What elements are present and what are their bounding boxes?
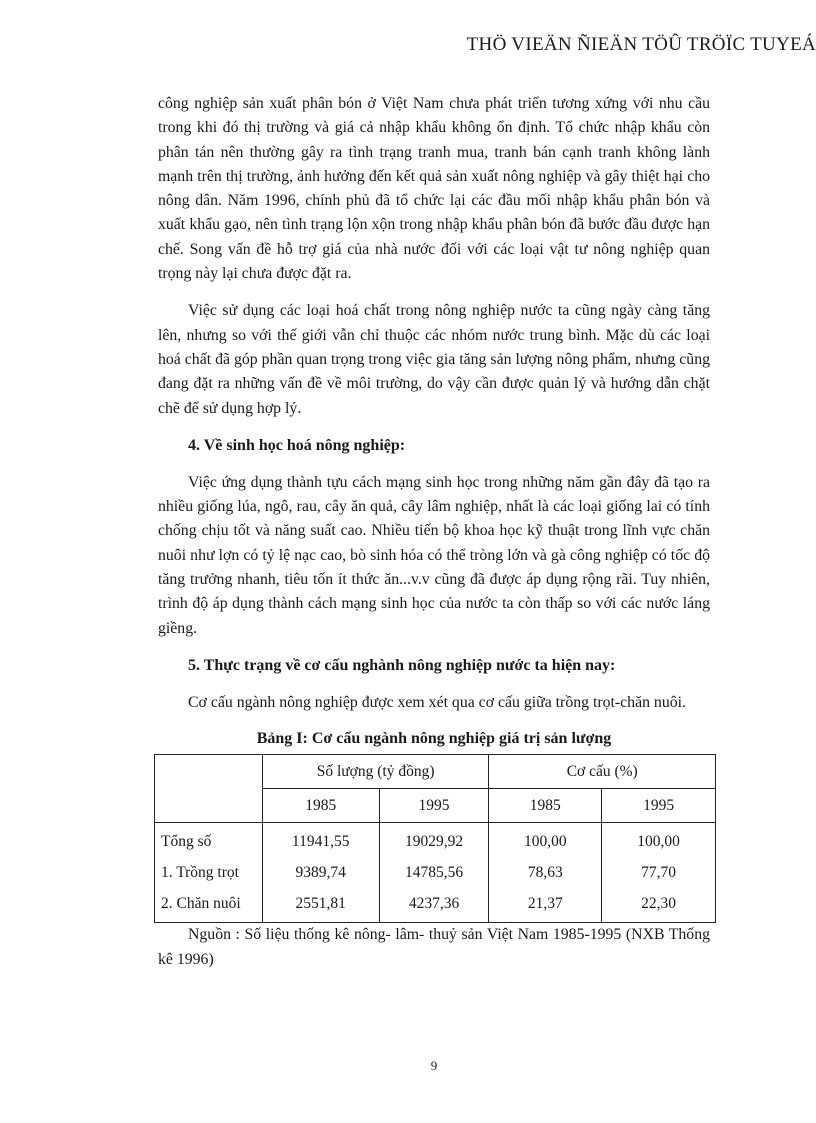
table-header-year: 1995 <box>602 789 716 823</box>
table-corner-cell <box>155 755 263 823</box>
table-cell: 11941,55 <box>262 823 379 858</box>
table-header-quantity: Số lượng (tỷ đồng) <box>262 755 489 789</box>
table-row <box>155 823 716 858</box>
table-cell: 4237,36 <box>379 888 489 923</box>
table-cell: 21,37 <box>489 888 602 923</box>
source-note: Nguồn : Số liệu thống kê nông- lâm- thuỷ sản Việt Nam 1985-1995 (NXB Thống kê 1996) <box>158 926 710 968</box>
page-content <box>158 92 710 985</box>
table-header-year: 1995 <box>379 789 489 823</box>
table-row-label: Tổng số <box>155 823 263 858</box>
paragraph-chemicals-usage: Việc sử dụng các loại hoá chất trong nông nghiệp nước ta cũng ngày càng tăng lên, nhưng so với thế giới vẫn chỉ thuộc các nhóm nước trung bình. Mặc dù các loại hoá chất đã góp phần quan trọng trong việc gia tăng sản lượng nông phẩm, nhưng cũng đang đặt ra những vấn đề về môi trường, do vậy cần được quản lý và hướng dẫn chặt chẽ để sử dụng hợp lý. <box>158 302 710 417</box>
paragraph-biotech-revolution: Việc ứng dụng thành tựu cách mạng sinh học trong những năm gần đây đã tạo ra nhiều giống lúa, ngô, rau, cây ăn quả, cây lâm nghiệp, nhất là các loại giống lai có tính chống chịu tốt và năng suất cao. Nhiều tiến bộ khoa học kỹ thuật trong lĩnh vực chăn nuôi như lợn có tỷ lệ nạc cao, bò sinh hóa có thể tròng lớn và gà công nghiệp có tốc độ tăng trưởng nhanh, tiêu tốn ít thức ăn...v.v cũng đã được áp dụng rộng rãi. Tuy nhiên, trình độ áp dụng thành cách mạng sinh học của nước ta còn thấp so với các nước láng giềng. <box>158 473 710 637</box>
agriculture-structure-table <box>154 754 716 923</box>
table-caption: Bảng I: Cơ cấu ngành nông nghiệp giá trị sản lượng <box>256 730 612 748</box>
section-heading-structure: 5. Thực trạng về cơ cấu nghành nông nghiệp nước ta hiện nay: <box>188 656 616 674</box>
paragraph-structure-intro: Cơ cấu ngành nông nghiệp được xem xét qua cơ cấu giữa trồng trọt-chăn nuôi. <box>188 693 686 711</box>
table-cell: 22,30 <box>602 888 716 923</box>
table-cell: 2551,81 <box>262 888 379 923</box>
table-row-label: 1. Trồng trọt <box>155 857 263 888</box>
table-row-label: 2. Chăn nuôi <box>155 888 263 923</box>
table-cell: 78,63 <box>489 857 602 888</box>
running-header: THÖ VIEÄN ÑIEÄN TÖÛ TRÖÏC TUYEÁ <box>466 34 816 55</box>
paragraph-fertilizer-imports: công nghiệp sản xuất phân bón ở Việt Nam chưa phát triển tương xứng với nhu cầu trong khi đó thị trường và giá cả nhập khẩu không ổn định. Tổ chức nhập khẩu còn phân tán nên thường gây ra tình trạng tranh mua, tranh bán cạnh tranh không lành mạnh trên thị trường, ảnh hưởng đến kết quả sản xuất nông nghiệp và gây thiệt hại cho nông dân. Năm 1996, chính phủ đã tổ chức lại các đầu mối nhập khẩu phân bón và xuất khẩu gạo, nên tình trạng lộn xộn trong nhập khẩu phân bón đã bước đầu được hạn chế. Song vấn đề hỗ trợ giá của nhà nước đối với các loại vật tư nông nghiệp quan trọng này lại chưa được đặt ra. <box>158 95 710 283</box>
table-row <box>155 857 716 888</box>
section-heading-biology: 4. Về sinh học hoá nông nghiệp: <box>188 436 406 454</box>
table-header-year: 1985 <box>489 789 602 823</box>
table-row <box>155 888 716 923</box>
table-group-header-row <box>155 755 716 789</box>
table-cell: 100,00 <box>489 823 602 858</box>
table-cell: 77,70 <box>602 857 716 888</box>
table-header-structure: Cơ cấu (%) <box>489 755 716 789</box>
table-header-year: 1985 <box>262 789 379 823</box>
table-cell: 9389,74 <box>262 857 379 888</box>
table-cell: 100,00 <box>602 823 716 858</box>
page-number: 9 <box>430 1058 438 1073</box>
table-cell: 19029,92 <box>379 823 489 858</box>
table-cell: 14785,56 <box>379 857 489 888</box>
